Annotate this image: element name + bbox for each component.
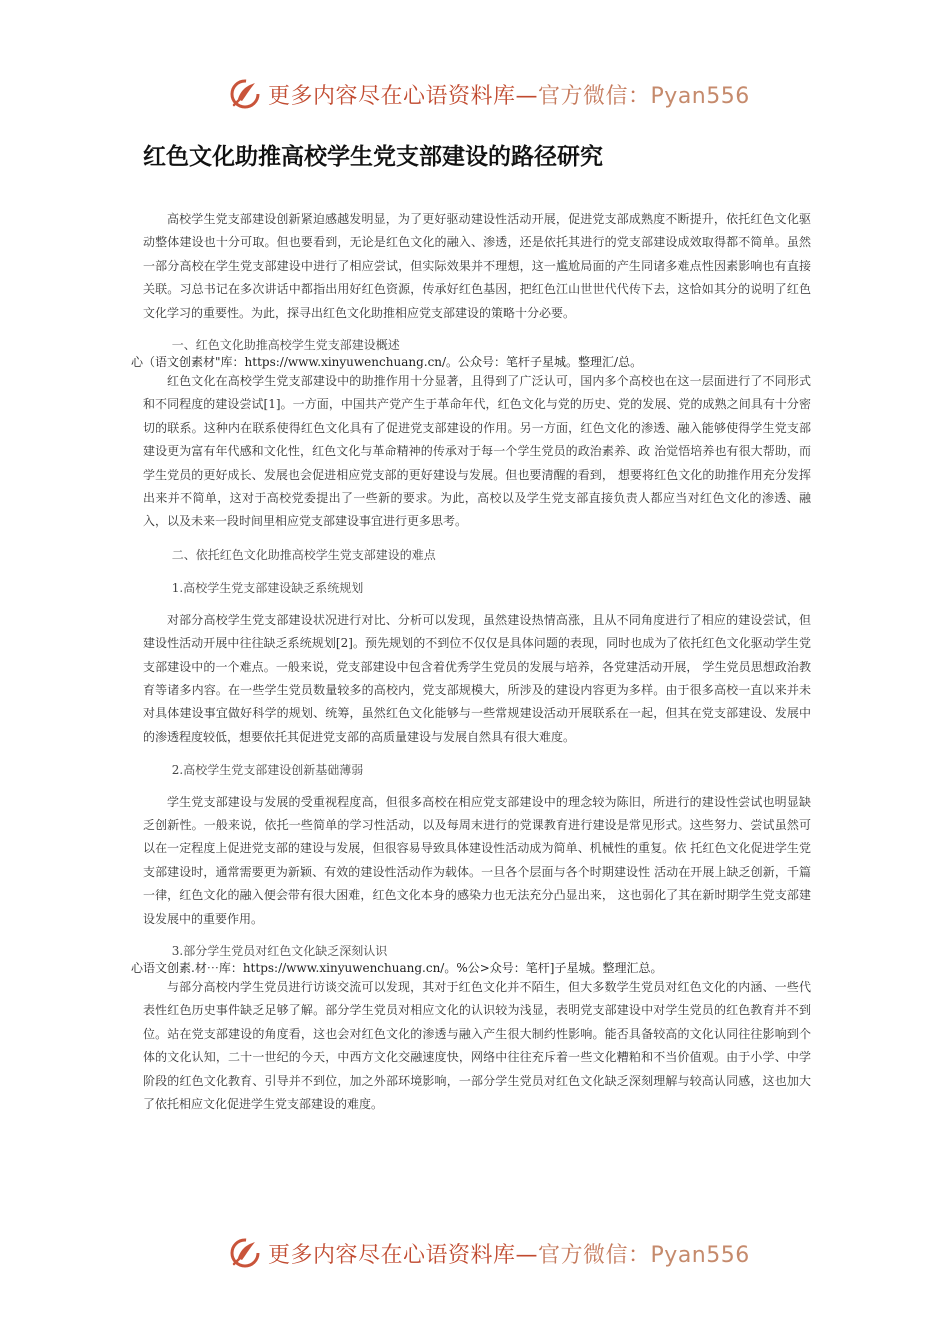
- section-1-paragraph: 红色文化在高校学生党支部建设中的助推作用十分显著，且得到了广泛认可，国内多个高校也在这一层面进行了不同形式和不同程度的建设尝试[1]。一方面，中国共产党产生于革命年代，红色文化与党的历史、党的发展、党的成熟之间具有十分密切的联系。这种内在联系使得红色文化具有了促进党支部建设的作用。另一方面，红色文化的渗透、融入能够使得学生党支部建设更为富有年代感和文化性，红色文化与革命精神的传承对于每一个学生党员的政治素养、政 治觉悟培养也有很大帮助，而学生党员的更好成长、发展也会促进相应党支部的更好建设与发展。但也要清醒的看到， 想要将红色文化的助推作用充分发挥出来并不简单，这对于高校党委提出了一些新的要求。为此，高校以及学生党支部直接负责人都应当对红色文化的渗透、融入，以及未来一段时间里相应党支部建设事宜进行更多思考。: [143, 374, 811, 529]
- watermark-line-2: 心语文创素.材⋯库：https://www.xinyuwenchuang.cn/。%公>众号：笔杆]子星城。整理汇总。: [131, 960, 663, 975]
- subsection-1-paragraph: 对部分高校学生党支部建设状况进行对比、分析可以发现，虽然建设热情高涨，且从不同角度进行了相应的建设尝试，但建设性活动开展中往往缺乏系统规划[2]。预先规划的不到位不仅仅是具体问题的表现，同时也成为了依托红色文化驱动学生党支部建设中的一个难点。一般来说，党支部建设中包含着优秀学生党员的发展与培养，各党建活动开展， 学生党员思想政治教育等诸多内容。在一些学生党员数量较多的高校内，党支部规模大，所涉及的建设内容更为多样。由于很多高校一直以来并未对具体建设事宜做好科学的规划、统筹，虽然红色文化能够与一些常规建设活动开展联系在一起，但其在党支部建设、发展中的渗透程度较低，想要依托其促进党支部的高质量建设与发展自然具有很大难度。: [143, 612, 811, 744]
- intro-paragraph: 高校学生党支部建设创新紧迫感越发明显，为了更好驱动建设性活动开展，促进党支部成熟度不断提升，依托红色文化驱动整体建设也十分可取。但也要看到，无论是红色文化的融入、渗透，还是依托其进行的党支部建设成效取得都不简单。虽然一部分高校在学生党支部建设中进行了相应尝试，但实际效果并不理想，这一尴尬局面的产生同诸多难点性因素影响也有直接关联。习总书记在多次讲话中都指出用好红色资源，传承好红色基因，把红色江山世世代代传下去，这恰如其分的说明了红色文化学习的重要性。为此，探寻出红色文化助推相应党支部建设的策略十分必要。: [143, 212, 811, 320]
- section-1-heading: 一、红色文化助推高校学生党支部建设概述: [171, 338, 400, 353]
- watermark-line-1: 心（语文创素材"库：https://www.xinyuwenchuang.cn/。公众号：笔杆子星城。整理汇/总。: [131, 355, 643, 370]
- banner-wechat-id: Pyan556: [650, 1242, 750, 1268]
- section-2-heading: 二、依托红色文化助推高校学生党支部建设的难点: [171, 547, 436, 562]
- subsection-2-paragraph: 学生党支部建设与发展的受重视程度高，但很多高校在相应党支部建设中的理念较为陈旧，所进行的建设性尝试也明显缺乏创新性。一般来说，依托一些简单的学习性活动，以及每周末进行的党课教育进行建设是常见形式。这些努力、尝试虽然可以在一定程度上促进党支部的建设与发展，但很容易导致具体建设性活动成为简单、机械性的重复。依 托红色文化促进学生党支部建设时，通常需要更为新颖、有效的建设性活动作为载体。一旦各个层面与各个时期建设性 活动在开展上缺乏创新，千篇一律，红色文化的融入便会带有很大困难，红色文化本身的感染力也无法充分凸显出来， 这也弱化了其在新时期学生党支部建设发展中的重要作用。: [143, 794, 811, 926]
- header-banner: [228, 72, 748, 116]
- brand-logo-icon: [228, 1236, 262, 1270]
- subsection-1-heading: 1.高校学生党支部建设缺乏系统规划: [171, 581, 364, 596]
- banner-main-text: 更多内容尽在心语资料库—: [268, 83, 539, 109]
- brand-logo-icon: [228, 77, 262, 111]
- document-body: [131, 208, 811, 1116]
- subsection-3-paragraph: 与部分高校内学生党员进行访谈交流可以发现，其对于红色文化并不陌生，但大多数学生党员对红色文化的内涵、一些代表性红色历史事件缺乏足够了解。部分学生党员对相应文化的认识较为浅显，表明党支部建设中对学生党员的红色教育并不到位。站在党支部建设的角度看，这也会对红色文化的渗透与融入产生很大制约性影响。能否具备较高的文化认同往往影响到个体的文化认知，二十一世纪的今天，中西方文化交融速度快，网络中往往充斥着一些文化糟粕和不当价值观。由于小学、中学阶段的红色文化教育、引导并不到位，加之外部环境影响，一部分学生党员对红色文化缺乏深刻理解与较高认同感，这也加大了依托相应文化促进学生党支部建设的难度。: [143, 979, 811, 1111]
- subsection-2-heading: 2.高校学生党支部建设创新基础薄弱: [171, 763, 364, 778]
- footer-banner: [228, 1231, 748, 1275]
- banner-main-text: 更多内容尽在心语资料库—: [268, 1242, 539, 1268]
- banner-text: [268, 1238, 750, 1269]
- banner-wechat-label: 官方微信：: [538, 83, 651, 109]
- banner-wechat-id: Pyan556: [650, 83, 750, 109]
- subsection-3-heading: 3.部分学生党员对红色文化缺乏深刻认识: [171, 943, 388, 958]
- banner-text: [268, 79, 750, 110]
- banner-wechat-label: 官方微信：: [538, 1242, 651, 1268]
- document-title: 红色文化助推高校学生党支部建设的路径研究: [143, 144, 603, 170]
